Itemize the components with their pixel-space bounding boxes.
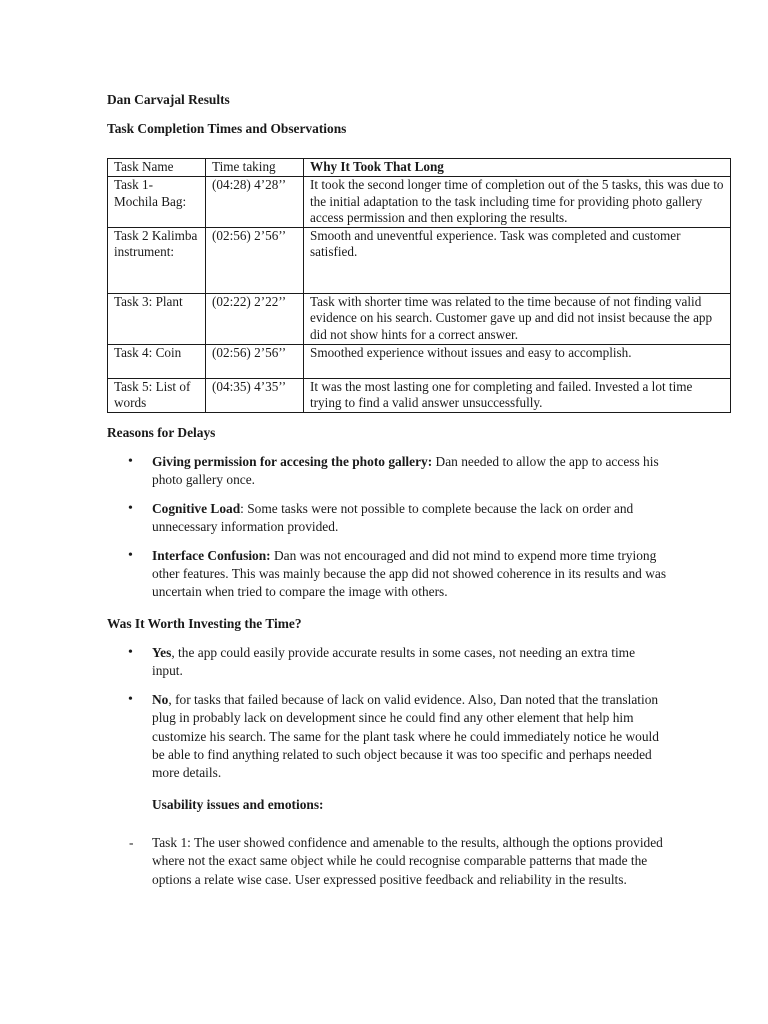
document-title: Dan Carvajal Results (107, 92, 230, 107)
item-text: , for tasks that failed because of lack on valid evidence. Also, Dan noted that the translation plug in probably lack on development since he could find any other element that help him customize his search. The same for the plant task where he could immediately notice he would be able to find anything related to such object because it was too specific and perhaps needed more details. (152, 691, 659, 781)
list-item (107, 691, 667, 783)
usability-text: Task 1: The user showed confidence and amenable to the results, although the options provided where not the exact same object while he could recognise comparable patterns that made the options a relate wise case. User expressed positive feedback and reliability in the results. (152, 835, 663, 887)
item-text: : Some tasks were not possible to complete because the lack on order and unnecessary information provided. (152, 500, 634, 535)
item-term: No (152, 691, 169, 707)
table-header-row (108, 159, 731, 177)
item-term: Giving permission for accesing the photo gallery: (152, 454, 433, 469)
bullet-icon: • (128, 547, 133, 563)
header-time-taking: Time taking (206, 159, 304, 177)
usability-heading: Usability issues and emotions: (152, 797, 324, 812)
time-cell: (02:56) 2’56’’ (206, 227, 304, 293)
worth-list (107, 644, 667, 783)
reason-cell: Smooth and uneventful experience. Task was completed and customer satisfied. (304, 227, 731, 293)
time-cell: (04:35) 4’35’’ (206, 378, 304, 412)
task-cell: Task 4: Coin (108, 344, 206, 378)
results-table (107, 158, 731, 413)
item-term: Interface Confusion: (152, 547, 271, 563)
list-item (107, 453, 667, 490)
item-text: Dan was not encouraged and did not mind to expend more time tryiong other features. This was mainly because the app did not showed coherence in its results and was uncertain when tried to compare the image with others. (152, 547, 667, 600)
table-row (108, 378, 731, 412)
delays-list (107, 453, 667, 602)
time-cell: (04:28) 4’28’’ (206, 177, 304, 228)
table-row (108, 293, 731, 344)
usability-item (107, 834, 667, 889)
header-task-name: Task Name (108, 159, 206, 177)
item-term: Yes (152, 645, 172, 660)
table-row (108, 344, 731, 378)
reason-cell: It took the second longer time of completion out of the 5 tasks, this was due to the initial adaptation to the task including time for providing photo gallery access permission and then exploring the results. (304, 177, 731, 228)
reason-cell: Smoothed experience without issues and easy to accomplish. (304, 344, 731, 378)
table-row (108, 227, 731, 293)
time-cell: (02:56) 2’56’’ (206, 344, 304, 378)
delays-heading: Reasons for Delays (107, 425, 216, 440)
bullet-icon: • (128, 454, 133, 469)
worth-heading: Was It Worth Investing the Time? (107, 616, 302, 631)
header-why: Why It Took That Long (304, 159, 731, 177)
table-row (108, 177, 731, 228)
task-cell: Task 2 Kalimba instrument: (108, 227, 206, 293)
reason-cell: Task with shorter time was related to the time because of not finding valid evidence on his search. Customer gave up and did not insist because the app did not show hints for a correct answer. (304, 293, 731, 344)
time-cell: (02:22) 2’22’’ (206, 293, 304, 344)
item-text: , the app could easily provide accurate results in some cases, not needing an extra time input. (152, 645, 636, 679)
item-term: Cognitive Load (152, 500, 241, 516)
reason-cell: It was the most lasting one for completing and failed. Invested a lot time trying to find a valid answer unsuccessfully. (304, 378, 731, 412)
list-item (107, 547, 667, 602)
section-title: Task Completion Times and Observations (107, 121, 347, 136)
list-item (107, 644, 667, 681)
dash-marker: - (129, 835, 134, 850)
task-cell: Task 1- Mochila Bag: (108, 177, 206, 228)
list-item (107, 500, 667, 537)
task-cell: Task 3: Plant (108, 293, 206, 344)
item-text: Dan needed to allow the app to access his photo gallery once. (152, 454, 659, 488)
task-cell: Task 5: List of words (108, 378, 206, 412)
bullet-icon: • (128, 500, 133, 516)
bullet-icon: • (128, 691, 133, 707)
bullet-icon: • (128, 645, 133, 660)
